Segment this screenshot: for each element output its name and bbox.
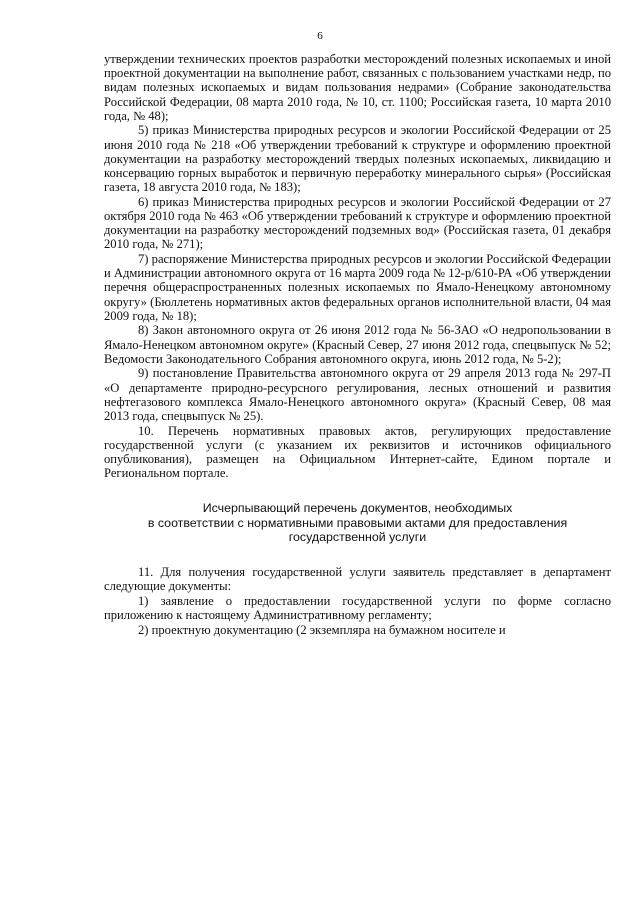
paragraph: 1) заявление о предоставлении государственной услуги по форме согласно приложению к настоящему Административному регламенту; bbox=[104, 593, 611, 622]
paragraphs-before bbox=[104, 52, 611, 480]
document-body bbox=[104, 52, 611, 637]
paragraph: 11. Для получения государственной услуги заявитель представляет в департамент следующие документы: bbox=[104, 564, 611, 594]
paragraph: 7) распоряжение Министерства природных ресурсов и экологии Российской Федерации и Администрации автономного округа от 16 марта 2009 года № 12-р/610-РА «Об утверждении перечня общераспространенных полезных ископаемых по Ямало-Ненецкому автономному округу» (Бюллетень нормативных актов федеральных органов исполнительной власти, 04 мая 2009 года, № 18); bbox=[104, 252, 611, 323]
paragraph: 6) приказ Министерства природных ресурсов и экологии Российской Федерации от 27 октября 2010 года № 463 «Об утверждении требований к структуре и оформлению проектной документации на разработку месторождений подземных вод» (Российская газета, 01 декабря 2010 года, № 271); bbox=[104, 194, 611, 252]
paragraph: 10. Перечень нормативных правовых актов, регулирующих предоставление государственной услуги (с указанием их реквизитов и источников официального опубликования), размещен на Официальном Интернет-сайте, Едином портале и Региональном портале. bbox=[104, 423, 611, 481]
paragraphs-after bbox=[104, 565, 611, 637]
section-heading bbox=[104, 501, 611, 545]
heading-line: в соответствии с нормативными правовыми актами для предоставления bbox=[147, 515, 568, 530]
heading-line: Исчерпывающий перечень документов, необходимых bbox=[202, 501, 513, 516]
paragraph: 9) постановление Правительства автономного округа от 29 апреля 2013 года № 297-П «О департаменте природно-ресурсного регулирования, лесных отношений и развития нефтегазового комплекса Ямало-Ненецкого автономного округа» (Красный Север, 08 мая 2013 года, спецвыпуск № 25). bbox=[104, 366, 611, 424]
paragraph: 2) проектную документацию (2 экземпляра на бумажном носителе и bbox=[138, 622, 506, 637]
page-number: 6 bbox=[317, 30, 323, 42]
paragraph: утверждении технических проектов разработки месторождений полезных ископаемых и иной проектной документации на выполнение работ, связанных с пользованием участками недр, по видам полезных ископаемых и видам пользования недрами» (Собрание законодательства Российской Федерации, 08 марта 2010 года, № 10, ст. 1100; Российская газета, 10 марта 2010 года, № 48); bbox=[104, 52, 611, 123]
paragraph: 5) приказ Министерства природных ресурсов и экологии Российской Федерации от 25 июня 2010 года № 218 «Об утверждении требований к структуре и оформлению проектной документации на разработку месторождений твердых полезных ископаемых, ликвидацию и консервацию горных выработок и первичную переработку минерального сырья» (Российская газета, 18 августа 2010 года, № 183); bbox=[104, 123, 611, 195]
heading-line: государственной услуги bbox=[288, 530, 427, 545]
paragraph: 8) Закон автономного округа от 26 июня 2012 года № 56-ЗАО «О недропользовании в Ямало-Ненецком автономном округе» (Красный Север, 27 июня 2012 года, спецвыпуск № 52; Ведомости Законодательного Собрания автономного округа, июнь 2012 года, № 5-2); bbox=[104, 323, 611, 366]
